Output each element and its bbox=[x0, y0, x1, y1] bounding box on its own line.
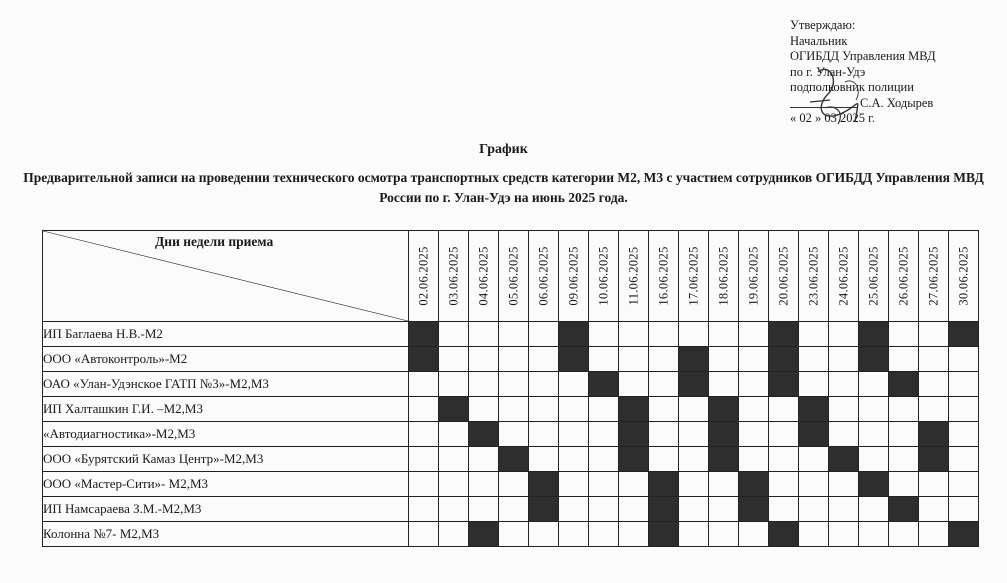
date-label: 20.06.2025 bbox=[776, 246, 790, 306]
schedule-cell-booked bbox=[799, 422, 829, 447]
schedule-cell-empty bbox=[799, 497, 829, 522]
schedule-cell-booked bbox=[469, 522, 499, 547]
schedule-cell-empty bbox=[499, 397, 529, 422]
date-label: 06.06.2025 bbox=[536, 246, 550, 306]
schedule-cell-empty bbox=[889, 322, 919, 347]
schedule-cell-empty bbox=[559, 472, 589, 497]
date-header bbox=[829, 231, 859, 322]
organization-name: ОАО «Улан-Удэнское ГАТП №3»-М2,М3 bbox=[43, 372, 409, 397]
signatory-name: С.А. Ходырев bbox=[860, 95, 934, 110]
date-header bbox=[919, 231, 949, 322]
schedule-cell-empty bbox=[499, 497, 529, 522]
schedule-cell-empty bbox=[559, 447, 589, 472]
schedule-cell-booked bbox=[859, 472, 889, 497]
schedule-cell-booked bbox=[409, 322, 439, 347]
schedule-cell-booked bbox=[679, 372, 709, 397]
date-header bbox=[799, 231, 829, 322]
schedule-cell-empty bbox=[739, 522, 769, 547]
schedule-cell-empty bbox=[739, 347, 769, 372]
corner-header bbox=[43, 231, 409, 322]
schedule-cell-empty bbox=[469, 497, 499, 522]
schedule-cell-empty bbox=[829, 372, 859, 397]
schedule-cell-booked bbox=[739, 472, 769, 497]
schedule-cell-booked bbox=[949, 322, 979, 347]
date-header bbox=[859, 231, 889, 322]
schedule-cell-empty bbox=[679, 322, 709, 347]
schedule-cell-empty bbox=[949, 497, 979, 522]
schedule-cell-empty bbox=[439, 422, 469, 447]
schedule-cell-booked bbox=[649, 497, 679, 522]
schedule-cell-empty bbox=[709, 322, 739, 347]
approval-heading: Утверждаю: bbox=[790, 18, 856, 32]
schedule-cell-empty bbox=[799, 447, 829, 472]
header-row bbox=[43, 231, 979, 322]
approval-position: Начальник bbox=[790, 33, 848, 48]
schedule-cell-empty bbox=[949, 472, 979, 497]
schedule-cell-empty bbox=[949, 422, 979, 447]
schedule-cell-booked bbox=[739, 497, 769, 522]
schedule-cell-empty bbox=[589, 347, 619, 372]
schedule-cell-empty bbox=[559, 397, 589, 422]
schedule-cell-empty bbox=[589, 472, 619, 497]
schedule-cell-empty bbox=[589, 422, 619, 447]
date-label: 10.06.2025 bbox=[596, 246, 610, 306]
schedule-cell-empty bbox=[589, 522, 619, 547]
table-row bbox=[43, 497, 979, 522]
schedule-cell-booked bbox=[919, 447, 949, 472]
schedule-cell-booked bbox=[499, 447, 529, 472]
schedule-cell-empty bbox=[859, 497, 889, 522]
date-header bbox=[439, 231, 469, 322]
schedule-cell-empty bbox=[799, 522, 829, 547]
schedule-cell-empty bbox=[649, 397, 679, 422]
date-header bbox=[499, 231, 529, 322]
schedule-cell-booked bbox=[859, 322, 889, 347]
approval-block bbox=[790, 18, 1000, 127]
schedule-cell-empty bbox=[799, 347, 829, 372]
schedule-cell-empty bbox=[889, 422, 919, 447]
schedule-cell-booked bbox=[619, 447, 649, 472]
schedule-cell-empty bbox=[409, 522, 439, 547]
schedule-cell-empty bbox=[919, 472, 949, 497]
schedule-cell-empty bbox=[829, 397, 859, 422]
schedule-cell-booked bbox=[799, 397, 829, 422]
organization-name: ИП Халташкин Г.И. –М2,М3 bbox=[43, 397, 409, 422]
schedule-cell-empty bbox=[799, 372, 829, 397]
schedule-cell-empty bbox=[619, 497, 649, 522]
date-label: 04.06.2025 bbox=[476, 246, 490, 306]
schedule-cell-empty bbox=[559, 522, 589, 547]
schedule-cell-empty bbox=[709, 472, 739, 497]
date-header bbox=[649, 231, 679, 322]
schedule-cell-empty bbox=[799, 322, 829, 347]
schedule-cell-empty bbox=[619, 472, 649, 497]
schedule-cell-booked bbox=[709, 397, 739, 422]
date-label: 09.06.2025 bbox=[566, 246, 580, 306]
schedule-cell-empty bbox=[859, 397, 889, 422]
schedule-cell-empty bbox=[829, 347, 859, 372]
schedule-cell-empty bbox=[949, 397, 979, 422]
date-header bbox=[739, 231, 769, 322]
document-title: График bbox=[479, 142, 528, 157]
date-label: 26.06.2025 bbox=[896, 246, 910, 306]
date-header bbox=[679, 231, 709, 322]
schedule-cell-booked bbox=[919, 422, 949, 447]
schedule-table bbox=[42, 230, 979, 547]
date-header bbox=[949, 231, 979, 322]
schedule-cell-empty bbox=[649, 347, 679, 372]
schedule-cell-empty bbox=[469, 472, 499, 497]
table-row bbox=[43, 372, 979, 397]
schedule-cell-empty bbox=[709, 347, 739, 372]
schedule-cell-empty bbox=[529, 397, 559, 422]
schedule-cell-empty bbox=[409, 497, 439, 522]
organization-name: ООО «Автоконтроль»-М2 bbox=[43, 347, 409, 372]
schedule-cell-empty bbox=[859, 522, 889, 547]
date-header bbox=[589, 231, 619, 322]
date-label: 17.06.2025 bbox=[686, 246, 700, 306]
schedule-cell-booked bbox=[679, 347, 709, 372]
schedule-cell-empty bbox=[919, 347, 949, 372]
schedule-cell-empty bbox=[529, 347, 559, 372]
schedule-cell-empty bbox=[679, 522, 709, 547]
date-label: 19.06.2025 bbox=[746, 246, 760, 306]
schedule-cell-empty bbox=[439, 447, 469, 472]
table-row bbox=[43, 522, 979, 547]
schedule-cell-empty bbox=[589, 397, 619, 422]
organization-name: ИП Баглаева Н.В.-М2 bbox=[43, 322, 409, 347]
schedule-cell-booked bbox=[649, 522, 679, 547]
schedule-cell-empty bbox=[709, 372, 739, 397]
schedule-cell-booked bbox=[709, 422, 739, 447]
table-row bbox=[43, 347, 979, 372]
schedule-cell-booked bbox=[829, 447, 859, 472]
table-row bbox=[43, 472, 979, 497]
table-row bbox=[43, 422, 979, 447]
schedule-cell-empty bbox=[679, 397, 709, 422]
schedule-cell-empty bbox=[769, 397, 799, 422]
schedule-cell-booked bbox=[769, 522, 799, 547]
schedule-cell-empty bbox=[439, 322, 469, 347]
schedule-cell-empty bbox=[499, 322, 529, 347]
schedule-cell-empty bbox=[829, 322, 859, 347]
approval-date: « 02 » 03 2025 г. bbox=[790, 111, 875, 125]
schedule-cell-empty bbox=[679, 447, 709, 472]
schedule-cell-empty bbox=[859, 422, 889, 447]
date-label: 11.06.2025 bbox=[626, 246, 640, 306]
organization-name: ИП Намсараева З.М.-М2,М3 bbox=[43, 497, 409, 522]
schedule-cell-empty bbox=[499, 522, 529, 547]
schedule-cell-empty bbox=[589, 322, 619, 347]
schedule-cell-booked bbox=[769, 372, 799, 397]
schedule-cell-empty bbox=[739, 397, 769, 422]
organization-name: «Автодиагностика»-М2,М3 bbox=[43, 422, 409, 447]
table-row bbox=[43, 397, 979, 422]
schedule-cell-empty bbox=[469, 447, 499, 472]
schedule-cell-booked bbox=[469, 422, 499, 447]
date-label: 25.06.2025 bbox=[866, 246, 880, 306]
schedule-cell-empty bbox=[829, 497, 859, 522]
document-subtitle: Предварительной записи на проведении технического осмотра транспортных средств категории М2, М3 с участием сотрудников ОГИБДД Управления МВД России по г. Улан-Удэ на июнь 2025 года. bbox=[23, 170, 984, 205]
approval-city: по г. Улан-Удэ bbox=[790, 64, 866, 79]
schedule-cell-empty bbox=[769, 497, 799, 522]
schedule-cell-empty bbox=[529, 372, 559, 397]
schedule-cell-booked bbox=[889, 372, 919, 397]
schedule-cell-booked bbox=[709, 447, 739, 472]
schedule-cell-booked bbox=[529, 497, 559, 522]
schedule-cell-booked bbox=[559, 322, 589, 347]
schedule-cell-empty bbox=[499, 422, 529, 447]
schedule-cell-empty bbox=[889, 522, 919, 547]
schedule-cell-empty bbox=[889, 347, 919, 372]
schedule-cell-empty bbox=[499, 372, 529, 397]
date-header bbox=[619, 231, 649, 322]
schedule-cell-empty bbox=[409, 372, 439, 397]
schedule-cell-empty bbox=[679, 497, 709, 522]
schedule-cell-booked bbox=[769, 347, 799, 372]
schedule-cell-booked bbox=[529, 472, 559, 497]
schedule-cell-empty bbox=[829, 522, 859, 547]
approval-rank: подполковник полиции bbox=[790, 80, 914, 94]
schedule-cell-empty bbox=[589, 447, 619, 472]
organization-name: ООО «Мастер-Сити»- М2,М3 bbox=[43, 472, 409, 497]
approval-department: ОГИБДД Управления МВД bbox=[790, 49, 936, 63]
schedule-cell-empty bbox=[679, 472, 709, 497]
schedule-cell-booked bbox=[409, 347, 439, 372]
schedule-cell-empty bbox=[889, 447, 919, 472]
schedule-cell-empty bbox=[709, 497, 739, 522]
schedule-cell-empty bbox=[679, 422, 709, 447]
schedule-cell-empty bbox=[739, 422, 769, 447]
date-header bbox=[709, 231, 739, 322]
schedule-cell-empty bbox=[559, 497, 589, 522]
schedule-cell-empty bbox=[949, 447, 979, 472]
date-label: 02.06.2025 bbox=[416, 246, 430, 306]
schedule-cell-booked bbox=[619, 422, 649, 447]
approval-signatory bbox=[790, 96, 1000, 112]
schedule-cell-empty bbox=[439, 522, 469, 547]
date-header bbox=[559, 231, 589, 322]
schedule-cell-booked bbox=[619, 397, 649, 422]
schedule-cell-empty bbox=[409, 447, 439, 472]
date-label: 03.06.2025 bbox=[446, 246, 460, 306]
schedule-cell-empty bbox=[619, 347, 649, 372]
schedule-cell-empty bbox=[409, 472, 439, 497]
schedule-cell-empty bbox=[739, 447, 769, 472]
schedule-cell-empty bbox=[919, 522, 949, 547]
schedule-cell-empty bbox=[439, 472, 469, 497]
schedule-cell-empty bbox=[919, 497, 949, 522]
date-label: 27.06.2025 bbox=[926, 246, 940, 306]
schedule-cell-empty bbox=[529, 522, 559, 547]
schedule-cell-empty bbox=[919, 372, 949, 397]
organization-name: ООО «Бурятский Камаз Центр»-М2,М3 bbox=[43, 447, 409, 472]
date-header bbox=[529, 231, 559, 322]
schedule-cell-empty bbox=[649, 422, 679, 447]
schedule-cell-empty bbox=[949, 347, 979, 372]
schedule-cell-empty bbox=[619, 322, 649, 347]
schedule-cell-empty bbox=[589, 497, 619, 522]
schedule-cell-empty bbox=[799, 472, 829, 497]
schedule-cell-empty bbox=[829, 422, 859, 447]
schedule-cell-empty bbox=[469, 372, 499, 397]
schedule-cell-empty bbox=[619, 522, 649, 547]
date-label: 23.06.2025 bbox=[806, 246, 820, 306]
date-header bbox=[469, 231, 499, 322]
schedule-cell-empty bbox=[499, 472, 529, 497]
schedule-cell-booked bbox=[889, 497, 919, 522]
schedule-cell-empty bbox=[829, 472, 859, 497]
schedule-cell-empty bbox=[529, 322, 559, 347]
schedule-cell-empty bbox=[919, 322, 949, 347]
schedule-cell-empty bbox=[529, 422, 559, 447]
schedule-cell-empty bbox=[649, 322, 679, 347]
schedule-cell-empty bbox=[559, 422, 589, 447]
schedule-cell-empty bbox=[889, 397, 919, 422]
schedule-cell-booked bbox=[859, 347, 889, 372]
date-header bbox=[769, 231, 799, 322]
schedule-cell-empty bbox=[919, 397, 949, 422]
schedule-cell-empty bbox=[409, 397, 439, 422]
date-header bbox=[409, 231, 439, 322]
schedule-cell-empty bbox=[469, 322, 499, 347]
date-header bbox=[889, 231, 919, 322]
schedule-cell-empty bbox=[769, 447, 799, 472]
schedule-cell-empty bbox=[439, 497, 469, 522]
schedule-cell-empty bbox=[949, 372, 979, 397]
schedule-cell-empty bbox=[859, 372, 889, 397]
schedule-cell-empty bbox=[499, 347, 529, 372]
organization-name: Колонна №7- М2,М3 bbox=[43, 522, 409, 547]
schedule-cell-empty bbox=[649, 372, 679, 397]
schedule-cell-empty bbox=[739, 322, 769, 347]
date-label: 16.06.2025 bbox=[656, 246, 670, 306]
schedule-cell-booked bbox=[949, 522, 979, 547]
schedule-cell-booked bbox=[589, 372, 619, 397]
schedule-cell-empty bbox=[469, 397, 499, 422]
schedule-cell-empty bbox=[649, 447, 679, 472]
schedule-cell-empty bbox=[709, 522, 739, 547]
date-label: 18.06.2025 bbox=[716, 246, 730, 306]
table-row bbox=[43, 447, 979, 472]
schedule-cell-empty bbox=[769, 472, 799, 497]
schedule-cell-booked bbox=[769, 322, 799, 347]
schedule-cell-empty bbox=[769, 422, 799, 447]
schedule-cell-empty bbox=[469, 347, 499, 372]
date-label: 30.06.2025 bbox=[956, 246, 970, 306]
schedule-cell-empty bbox=[889, 472, 919, 497]
schedule-cell-empty bbox=[439, 372, 469, 397]
table-row bbox=[43, 322, 979, 347]
schedule-cell-booked bbox=[439, 397, 469, 422]
schedule-cell-empty bbox=[529, 447, 559, 472]
corner-label: Дни недели приема bbox=[155, 234, 274, 249]
schedule-cell-booked bbox=[649, 472, 679, 497]
schedule-cell-empty bbox=[559, 372, 589, 397]
schedule-cell-empty bbox=[739, 372, 769, 397]
schedule-cell-booked bbox=[559, 347, 589, 372]
schedule-cell-empty bbox=[409, 422, 439, 447]
schedule-cell-empty bbox=[439, 347, 469, 372]
schedule-cell-empty bbox=[619, 372, 649, 397]
date-label: 05.06.2025 bbox=[506, 246, 520, 306]
schedule-cell-empty bbox=[859, 447, 889, 472]
date-label: 24.06.2025 bbox=[836, 246, 850, 306]
